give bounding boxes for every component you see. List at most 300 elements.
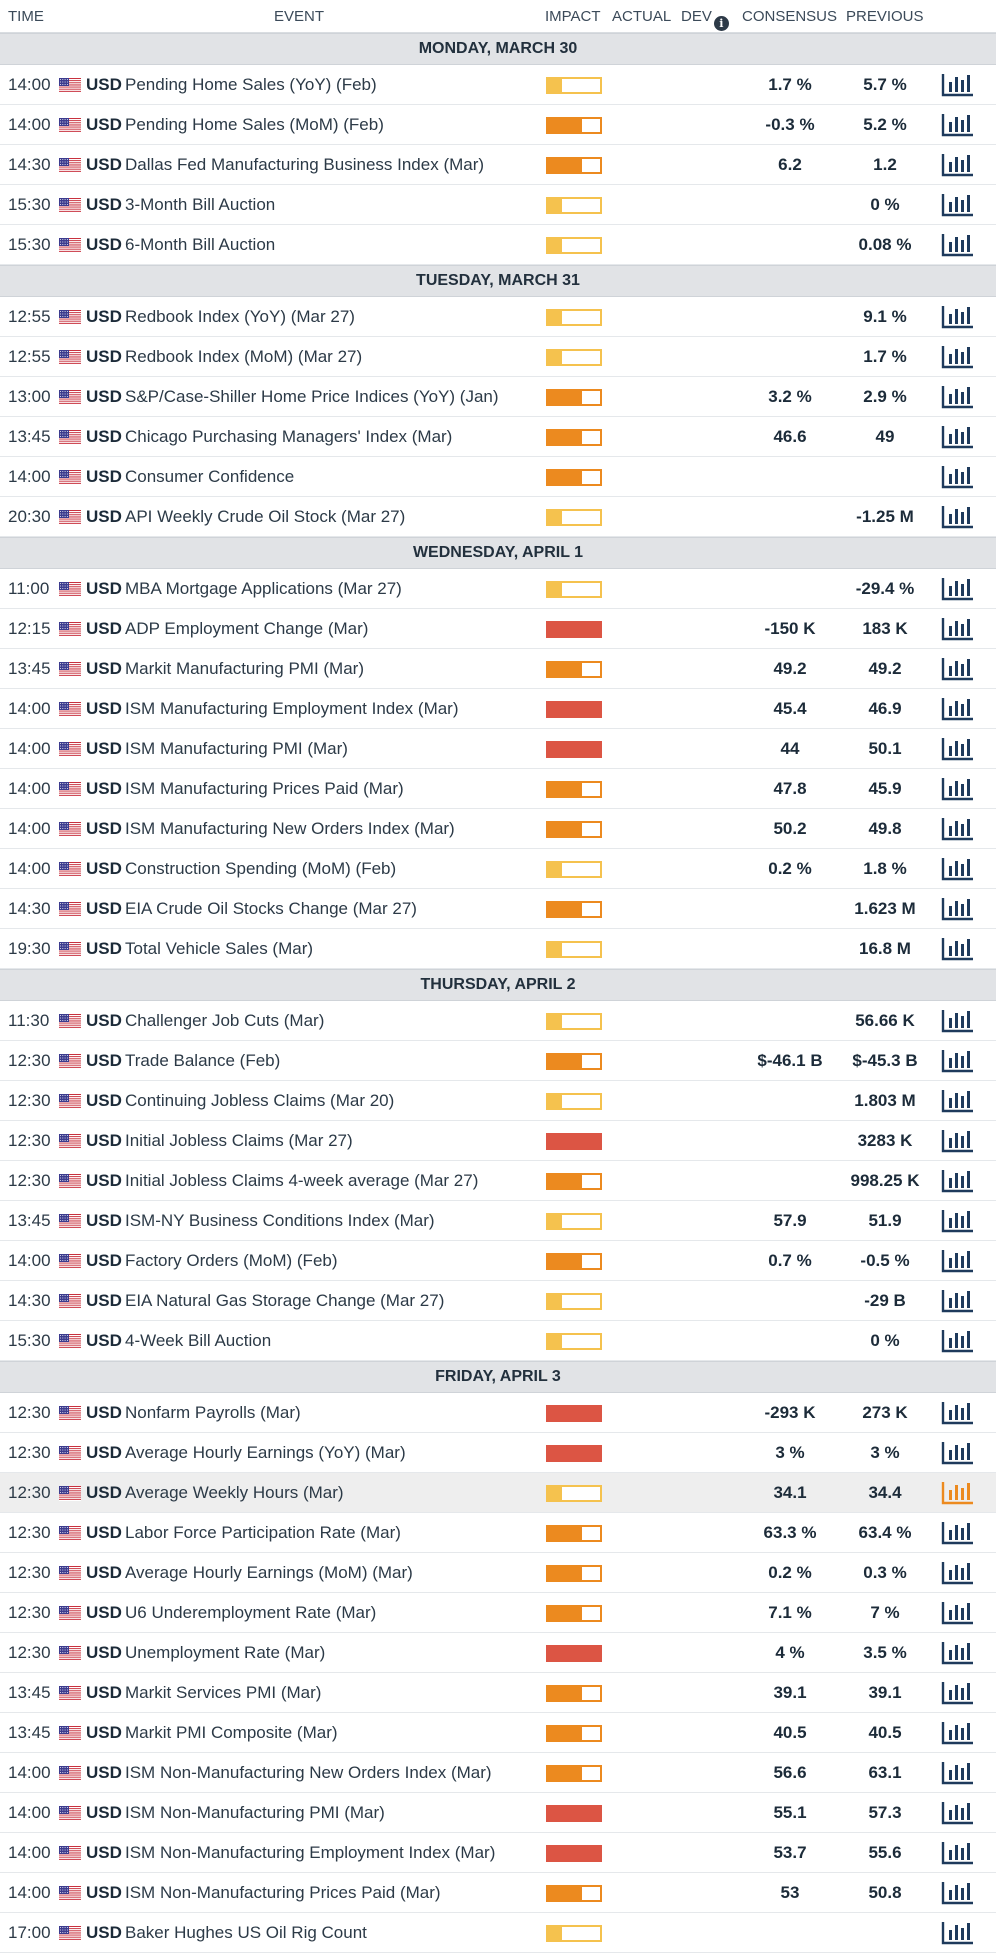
event-row[interactable] xyxy=(0,1121,996,1161)
event-time: 11:00 xyxy=(8,579,50,598)
event-consensus: $-46.1 B xyxy=(757,1051,823,1070)
bar-chart-icon[interactable] xyxy=(941,576,975,602)
event-consensus: -0.3 % xyxy=(765,115,815,134)
event-row[interactable] xyxy=(0,1161,996,1201)
event-row[interactable] xyxy=(0,1041,996,1081)
impact-fill xyxy=(548,391,582,404)
us-flag-icon xyxy=(59,390,81,405)
bar-chart-icon[interactable] xyxy=(941,1640,975,1666)
event-row[interactable] xyxy=(0,377,996,417)
event-currency: USD xyxy=(86,939,122,958)
event-currency: USD xyxy=(86,1211,122,1230)
event-row[interactable] xyxy=(0,1201,996,1241)
impact-indicator xyxy=(546,1333,602,1350)
event-consensus: 34.1 xyxy=(773,1483,807,1502)
event-previous: 1.803 M xyxy=(854,1091,916,1110)
event-time: 14:00 xyxy=(8,75,51,94)
event-currency: USD xyxy=(86,1643,122,1662)
event-previous: 34.4 xyxy=(868,1483,902,1502)
event-row[interactable] xyxy=(0,889,996,929)
bar-chart-icon[interactable] xyxy=(941,1440,975,1466)
event-previous: 0.08 % xyxy=(858,235,912,254)
event-time: 12:30 xyxy=(8,1563,51,1582)
event-time: 13:45 xyxy=(8,1211,51,1230)
bar-chart-icon[interactable] xyxy=(941,816,975,842)
bar-chart-icon[interactable] xyxy=(941,1600,975,1626)
event-currency: USD xyxy=(86,1803,122,1822)
impact-fill xyxy=(548,1927,562,1940)
us-flag-icon xyxy=(59,1486,81,1501)
event-consensus: 6.2 xyxy=(778,155,802,174)
event-row[interactable] xyxy=(0,297,996,337)
impact-indicator xyxy=(546,1925,602,1942)
bar-chart-icon[interactable] xyxy=(941,776,975,802)
bar-chart-icon[interactable] xyxy=(941,656,975,682)
event-currency: USD xyxy=(86,1843,122,1862)
impact-indicator xyxy=(546,509,602,526)
impact-fill xyxy=(548,1175,582,1188)
event-previous: 1.7 % xyxy=(863,347,907,366)
us-flag-icon xyxy=(59,942,81,957)
event-name[interactable]: Redbook Index (YoY) (Mar 27) xyxy=(125,307,355,326)
bar-chart-icon[interactable] xyxy=(941,384,975,410)
impact-indicator xyxy=(546,901,602,918)
event-time: 12:30 xyxy=(8,1171,51,1190)
us-flag-icon xyxy=(59,1214,81,1229)
impact-fill xyxy=(548,1687,582,1700)
event-row[interactable] xyxy=(0,417,996,457)
event-currency: USD xyxy=(86,1403,122,1422)
event-name[interactable]: 6-Month Bill Auction xyxy=(125,235,276,254)
event-consensus: 4 % xyxy=(775,1643,805,1662)
event-previous: 7 % xyxy=(870,1603,900,1622)
event-currency: USD xyxy=(86,1523,122,1542)
event-previous: 55.6 xyxy=(868,1843,902,1862)
bar-chart-icon[interactable] xyxy=(941,896,975,922)
event-name[interactable]: ISM Non-Manufacturing Prices Paid (Mar) xyxy=(125,1883,441,1902)
event-time: 13:45 xyxy=(8,1683,51,1702)
event-currency: USD xyxy=(86,619,122,638)
event-name[interactable]: Pending Home Sales (YoY) (Feb) xyxy=(125,75,377,94)
event-consensus: 50.2 xyxy=(773,819,807,838)
event-row[interactable] xyxy=(0,649,996,689)
event-previous: 49.2 xyxy=(868,659,902,678)
event-time: 12:30 xyxy=(8,1051,51,1070)
event-currency: USD xyxy=(86,115,122,134)
impact-fill xyxy=(548,663,582,676)
header-event: EVENT xyxy=(274,8,325,25)
event-time: 19:30 xyxy=(8,939,51,958)
event-name[interactable]: ISM Manufacturing Prices Paid (Mar) xyxy=(125,779,404,798)
event-row[interactable] xyxy=(0,1321,996,1361)
event-row[interactable] xyxy=(0,1593,996,1633)
event-time: 15:30 xyxy=(8,195,51,214)
event-name[interactable]: ISM Manufacturing Employment Index (Mar) xyxy=(125,699,459,718)
bar-chart-icon[interactable] xyxy=(941,504,975,530)
impact-indicator xyxy=(546,1445,602,1462)
event-currency: USD xyxy=(86,1331,122,1350)
impact-fill xyxy=(548,1847,600,1860)
us-flag-icon xyxy=(59,1926,81,1941)
event-consensus: 0.2 % xyxy=(768,1563,812,1582)
event-row[interactable] xyxy=(0,569,996,609)
header-dev-label: DEV xyxy=(681,8,712,25)
bar-chart-icon[interactable] xyxy=(941,1800,975,1826)
impact-indicator xyxy=(546,1133,602,1150)
bar-chart-icon[interactable] xyxy=(941,736,975,762)
us-flag-icon xyxy=(59,822,81,837)
us-flag-icon xyxy=(59,1766,81,1781)
event-previous: 1.8 % xyxy=(863,859,907,878)
impact-indicator xyxy=(546,581,602,598)
event-name[interactable]: Nonfarm Payrolls (Mar) xyxy=(125,1403,301,1422)
event-row[interactable] xyxy=(0,1393,996,1433)
event-currency: USD xyxy=(86,779,122,798)
event-row[interactable] xyxy=(0,1241,996,1281)
event-name[interactable]: Redbook Index (MoM) (Mar 27) xyxy=(125,347,363,366)
event-name[interactable]: Markit PMI Composite (Mar) xyxy=(125,1723,338,1742)
impact-indicator xyxy=(546,1013,602,1030)
day-header: FRIDAY, APRIL 3 xyxy=(0,1361,996,1393)
event-time: 13:45 xyxy=(8,659,51,678)
event-row[interactable] xyxy=(0,1673,996,1713)
event-currency: USD xyxy=(86,1171,122,1190)
event-previous: 39.1 xyxy=(868,1683,902,1702)
event-currency: USD xyxy=(86,75,122,94)
event-row[interactable] xyxy=(0,1633,996,1673)
event-name[interactable]: Total Vehicle Sales (Mar) xyxy=(125,939,314,958)
us-flag-icon xyxy=(59,1294,81,1309)
impact-indicator xyxy=(546,1293,602,1310)
impact-fill xyxy=(548,1215,562,1228)
event-name[interactable]: Trade Balance (Feb) xyxy=(125,1051,281,1070)
impact-fill xyxy=(548,1487,562,1500)
bar-chart-icon[interactable] xyxy=(941,192,975,218)
event-row[interactable] xyxy=(0,145,996,185)
event-previous: 49 xyxy=(875,427,895,446)
bar-chart-icon[interactable] xyxy=(941,1520,975,1546)
event-consensus: 7.1 % xyxy=(768,1603,812,1622)
bar-chart-icon[interactable] xyxy=(941,72,975,98)
bar-chart-icon[interactable] xyxy=(941,1168,975,1194)
bar-chart-icon[interactable] xyxy=(941,1088,975,1114)
event-row[interactable] xyxy=(0,809,996,849)
impact-fill xyxy=(548,79,562,92)
event-currency: USD xyxy=(86,1131,122,1150)
event-currency: USD xyxy=(86,307,122,326)
bar-chart-icon[interactable] xyxy=(941,936,975,962)
impact-fill xyxy=(548,199,562,212)
us-flag-icon xyxy=(59,78,81,93)
event-name[interactable]: Pending Home Sales (MoM) (Feb) xyxy=(125,115,384,134)
event-name[interactable]: Average Hourly Earnings (MoM) (Mar) xyxy=(125,1563,413,1582)
event-row[interactable] xyxy=(0,689,996,729)
event-previous: -0.5 % xyxy=(860,1251,910,1270)
event-name[interactable]: Average Hourly Earnings (YoY) (Mar) xyxy=(125,1443,406,1462)
event-name[interactable]: 3-Month Bill Auction xyxy=(125,195,276,214)
bar-chart-icon[interactable] xyxy=(941,1560,975,1586)
event-row[interactable] xyxy=(0,225,996,265)
bar-chart-icon[interactable] xyxy=(941,1008,975,1034)
event-name[interactable]: ISM Manufacturing PMI (Mar) xyxy=(125,739,348,758)
event-name[interactable]: Baker Hughes US Oil Rig Count xyxy=(125,1923,367,1942)
event-consensus: 0.2 % xyxy=(768,859,812,878)
bar-chart-icon[interactable] xyxy=(941,1208,975,1234)
impact-fill xyxy=(548,1727,582,1740)
us-flag-icon xyxy=(59,1686,81,1701)
event-time: 12:30 xyxy=(8,1091,51,1110)
us-flag-icon xyxy=(59,158,81,173)
event-row[interactable] xyxy=(0,1081,996,1121)
event-consensus: 55.1 xyxy=(773,1803,807,1822)
event-time: 14:00 xyxy=(8,699,51,718)
bar-chart-icon[interactable] xyxy=(941,152,975,178)
event-name[interactable]: Initial Jobless Claims 4-week average (Mar 27) xyxy=(125,1171,479,1190)
header-previous: PREVIOUS xyxy=(846,8,924,25)
event-row[interactable] xyxy=(0,1753,996,1793)
event-time: 14:00 xyxy=(8,779,51,798)
event-time: 12:30 xyxy=(8,1443,51,1462)
info-icon[interactable]: i xyxy=(714,16,729,31)
event-row[interactable] xyxy=(0,929,996,969)
impact-fill xyxy=(548,1295,562,1308)
event-row[interactable] xyxy=(0,1913,996,1953)
day-header: TUESDAY, MARCH 31 xyxy=(0,265,996,297)
impact-indicator xyxy=(546,389,602,406)
us-flag-icon xyxy=(59,622,81,637)
event-name[interactable]: Challenger Job Cuts (Mar) xyxy=(125,1011,325,1030)
event-consensus: 53.7 xyxy=(773,1843,807,1862)
event-name[interactable]: Continuing Jobless Claims (Mar 20) xyxy=(125,1091,395,1110)
us-flag-icon xyxy=(59,198,81,213)
bar-chart-icon[interactable] xyxy=(941,1680,975,1706)
event-name[interactable]: API Weekly Crude Oil Stock (Mar 27) xyxy=(125,507,406,526)
event-name[interactable]: Initial Jobless Claims (Mar 27) xyxy=(125,1131,353,1150)
event-time: 12:30 xyxy=(8,1483,51,1502)
event-time: 14:00 xyxy=(8,859,51,878)
impact-fill xyxy=(548,119,582,132)
event-name[interactable]: S&P/Case-Shiller Home Price Indices (YoY) (Jan) xyxy=(125,387,499,406)
event-consensus: 49.2 xyxy=(773,659,807,678)
event-time: 14:00 xyxy=(8,1763,51,1782)
event-consensus: -150 K xyxy=(764,619,816,638)
event-name[interactable]: U6 Underemployment Rate (Mar) xyxy=(125,1603,377,1622)
event-currency: USD xyxy=(86,819,122,838)
event-row[interactable] xyxy=(0,1513,996,1553)
impact-indicator xyxy=(546,1173,602,1190)
bar-chart-icon[interactable] xyxy=(941,344,975,370)
event-row[interactable] xyxy=(0,497,996,537)
impact-fill xyxy=(548,1015,562,1028)
event-row[interactable] xyxy=(0,769,996,809)
impact-fill xyxy=(548,1647,600,1660)
event-row[interactable] xyxy=(0,1833,996,1873)
event-name[interactable]: Chicago Purchasing Managers' Index (Mar) xyxy=(125,427,453,446)
event-name[interactable]: ADP Employment Change (Mar) xyxy=(125,619,369,638)
bar-chart-icon[interactable] xyxy=(941,1328,975,1354)
event-time: 17:00 xyxy=(8,1923,51,1942)
event-row[interactable] xyxy=(0,729,996,769)
bar-chart-icon[interactable] xyxy=(941,112,975,138)
bar-chart-icon[interactable] xyxy=(941,1400,975,1426)
event-row[interactable] xyxy=(0,1553,996,1593)
bar-chart-icon[interactable] xyxy=(941,232,975,258)
us-flag-icon xyxy=(59,1646,81,1661)
event-currency: USD xyxy=(86,1883,122,1902)
impact-fill xyxy=(548,431,582,444)
event-name[interactable]: 4-Week Bill Auction xyxy=(125,1331,272,1350)
event-row[interactable] xyxy=(0,1713,996,1753)
impact-fill xyxy=(548,1135,600,1148)
us-flag-icon xyxy=(59,902,81,917)
event-name[interactable]: EIA Crude Oil Stocks Change (Mar 27) xyxy=(125,899,417,918)
us-flag-icon xyxy=(59,702,81,717)
bar-chart-icon[interactable] xyxy=(941,1128,975,1154)
event-name[interactable]: Average Weekly Hours (Mar) xyxy=(125,1483,344,1502)
event-time: 15:30 xyxy=(8,1331,51,1350)
event-name[interactable]: Construction Spending (MoM) (Feb) xyxy=(125,859,397,878)
event-currency: USD xyxy=(86,1251,122,1270)
event-time: 13:45 xyxy=(8,1723,51,1742)
us-flag-icon xyxy=(59,470,81,485)
impact-fill xyxy=(548,1055,582,1068)
us-flag-icon xyxy=(59,1526,81,1541)
event-row[interactable] xyxy=(0,337,996,377)
impact-indicator xyxy=(546,77,602,94)
impact-indicator xyxy=(546,1885,602,1902)
event-consensus: 47.8 xyxy=(773,779,807,798)
event-time: 14:00 xyxy=(8,819,51,838)
event-time: 12:30 xyxy=(8,1131,51,1150)
impact-fill xyxy=(548,1255,582,1268)
us-flag-icon xyxy=(59,1054,81,1069)
bar-chart-icon[interactable] xyxy=(941,1880,975,1906)
event-name[interactable]: Labor Force Participation Rate (Mar) xyxy=(125,1523,401,1542)
event-row[interactable] xyxy=(0,185,996,225)
bar-chart-icon[interactable] xyxy=(941,1288,975,1314)
event-time: 12:55 xyxy=(8,307,51,326)
event-name[interactable]: ISM Non-Manufacturing New Orders Index (Mar) xyxy=(125,1763,492,1782)
event-row[interactable] xyxy=(0,1873,996,1913)
impact-indicator xyxy=(546,1765,602,1782)
bar-chart-icon[interactable] xyxy=(941,464,975,490)
event-name[interactable]: ISM Non-Manufacturing PMI (Mar) xyxy=(125,1803,385,1822)
bar-chart-icon[interactable] xyxy=(941,1720,975,1746)
event-name[interactable]: Consumer Confidence xyxy=(125,467,295,486)
us-flag-icon xyxy=(59,238,81,253)
event-previous: 1.623 M xyxy=(854,899,916,918)
header-consensus: CONSENSUS xyxy=(742,8,838,25)
impact-fill xyxy=(548,1527,582,1540)
bar-chart-icon[interactable] xyxy=(941,1248,975,1274)
event-row[interactable] xyxy=(0,849,996,889)
bar-chart-icon[interactable] xyxy=(941,1480,975,1506)
impact-fill xyxy=(548,943,562,956)
event-row[interactable] xyxy=(0,1433,996,1473)
event-row[interactable] xyxy=(0,1473,996,1513)
bar-chart-icon[interactable] xyxy=(941,856,975,882)
event-time: 12:30 xyxy=(8,1643,51,1662)
bar-chart-icon[interactable] xyxy=(941,424,975,450)
event-name[interactable]: EIA Natural Gas Storage Change (Mar 27) xyxy=(125,1291,445,1310)
event-currency: USD xyxy=(86,1091,122,1110)
impact-indicator xyxy=(546,821,602,838)
day-header: MONDAY, MARCH 30 xyxy=(0,33,996,65)
us-flag-icon xyxy=(59,1014,81,1029)
bar-chart-icon[interactable] xyxy=(941,696,975,722)
impact-indicator xyxy=(546,1645,602,1662)
event-row[interactable] xyxy=(0,1793,996,1833)
event-row[interactable] xyxy=(0,1281,996,1321)
event-row[interactable] xyxy=(0,105,996,145)
impact-indicator xyxy=(546,117,602,134)
event-previous: 183 K xyxy=(862,619,908,638)
event-name[interactable]: MBA Mortgage Applications (Mar 27) xyxy=(125,579,402,598)
event-currency: USD xyxy=(86,1723,122,1742)
event-row[interactable] xyxy=(0,1001,996,1041)
impact-fill xyxy=(548,703,600,716)
impact-indicator xyxy=(546,661,602,678)
event-previous: 49.8 xyxy=(868,819,902,838)
us-flag-icon xyxy=(59,510,81,525)
impact-indicator xyxy=(546,309,602,326)
event-consensus: 44 xyxy=(780,739,800,758)
day-header: WEDNESDAY, APRIL 1 xyxy=(0,537,996,569)
impact-fill xyxy=(548,471,582,484)
event-name[interactable]: ISM Manufacturing New Orders Index (Mar) xyxy=(125,819,455,838)
event-name[interactable]: Factory Orders (MoM) (Feb) xyxy=(125,1251,338,1270)
event-time: 12:30 xyxy=(8,1603,51,1622)
impact-indicator xyxy=(546,1605,602,1622)
impact-fill xyxy=(548,351,562,364)
bar-chart-icon[interactable] xyxy=(941,616,975,642)
impact-indicator xyxy=(546,781,602,798)
event-name[interactable]: Dallas Fed Manufacturing Business Index (Mar) xyxy=(125,155,485,174)
event-row[interactable] xyxy=(0,609,996,649)
event-time: 14:30 xyxy=(8,1291,51,1310)
bar-chart-icon[interactable] xyxy=(941,1840,975,1866)
header-actual: ACTUAL xyxy=(612,8,672,25)
event-previous: 9.1 % xyxy=(863,307,907,326)
bar-chart-icon[interactable] xyxy=(941,304,975,330)
event-name[interactable]: Unemployment Rate (Mar) xyxy=(125,1643,326,1662)
event-row[interactable] xyxy=(0,65,996,105)
event-time: 14:30 xyxy=(8,155,51,174)
event-time: 12:15 xyxy=(8,619,51,638)
impact-indicator xyxy=(546,1685,602,1702)
event-previous: -1.25 M xyxy=(856,507,914,526)
event-currency: USD xyxy=(86,427,122,446)
bar-chart-icon[interactable] xyxy=(941,1048,975,1074)
impact-fill xyxy=(548,583,562,596)
bar-chart-icon[interactable] xyxy=(941,1920,975,1946)
us-flag-icon xyxy=(59,310,81,325)
us-flag-icon xyxy=(59,430,81,445)
header-impact: IMPACT xyxy=(545,8,601,25)
event-currency: USD xyxy=(86,1683,122,1702)
event-time: 14:00 xyxy=(8,1803,51,1822)
event-name[interactable]: Markit Manufacturing PMI (Mar) xyxy=(125,659,364,678)
event-name[interactable]: Markit Services PMI (Mar) xyxy=(125,1683,322,1702)
event-name[interactable]: ISM-NY Business Conditions Index (Mar) xyxy=(125,1211,435,1230)
impact-fill xyxy=(548,239,562,252)
impact-fill xyxy=(548,1335,562,1348)
event-name[interactable]: ISM Non-Manufacturing Employment Index (Mar) xyxy=(125,1843,496,1862)
event-time: 13:45 xyxy=(8,427,51,446)
impact-fill xyxy=(548,159,582,172)
bar-chart-icon[interactable] xyxy=(941,1760,975,1786)
event-row[interactable] xyxy=(0,457,996,497)
